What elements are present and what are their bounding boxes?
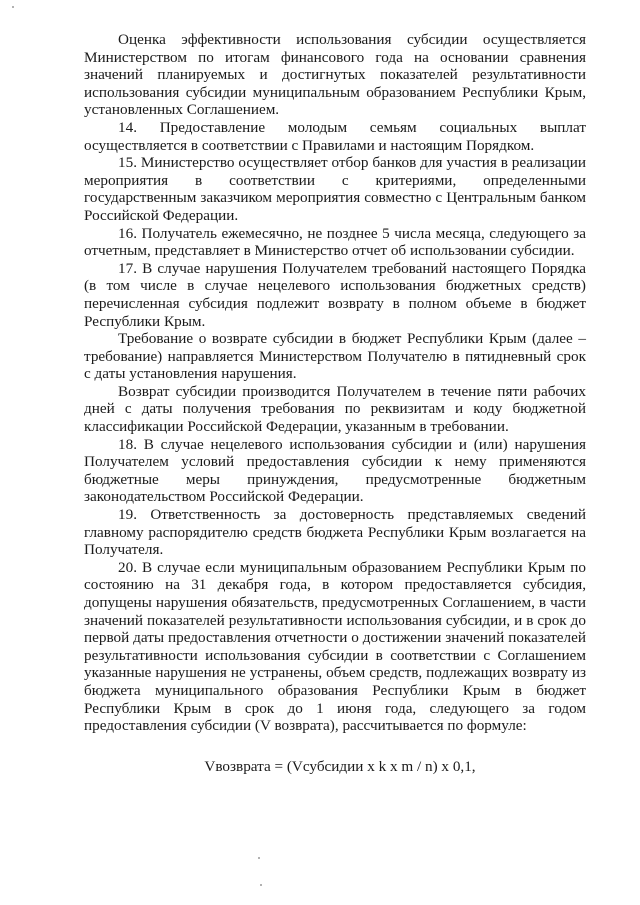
scan-speck: [258, 857, 260, 859]
scan-speck: [12, 6, 14, 8]
document-page: [84, 31, 586, 775]
paragraph-17: 17. В случае нарушения Получателем требований настоящего Порядка (в том числе в случае нецелевого использования бюджетных средств) перечисленная субсидия подлежит возврату в полном объеме в бюджет Республики Крым.: [84, 259, 586, 330]
refund-formula: Vвозврата = (Vсубсидии x k x m / n) x 0,1,: [204, 757, 476, 775]
scan-speck: [260, 884, 262, 886]
paragraph-16: 16. Получатель ежемесячно, не позднее 5 числа месяца, следующего за отчетным, представляет в Министерство отчет об использовании субсидии.: [84, 224, 586, 260]
paragraph-refund-procedure: Возврат субсидии производится Получателем в течение пяти рабочих дней с даты получения требования по реквизитам и коду бюджетной классификации Российской Федерации, указанным в требовании.: [84, 382, 586, 436]
paragraph-15: 15. Министерство осуществляет отбор банков для участия в реализации мероприятия в соответствии с критериями, определенными государственным заказчиком мероприятия совместно с Центральным банком Российской Федерации.: [84, 154, 586, 224]
paragraph-14: 14. Предоставление молодым семьям социальных выплат осуществляется в соответствии с Правилами и настоящим Порядком.: [84, 118, 586, 154]
paragraph-18: 18. В случае нецелевого использования субсидии и (или) нарушения Получателем условий предоставления субсидии к нему применяются бюджетные меры принуждения, предусмотренные бюджетным законодательством Российской Федерации.: [84, 435, 586, 506]
paragraph-refund-demand: Требование о возврате субсидии в бюджет Республики Крым (далее – требование) направляется Министерством Получателю в пятидневный срок с даты установления нарушения.: [84, 330, 586, 383]
paragraph-19: 19. Ответственность за достоверность представляемых сведений главному распорядителю средств бюджета Республики Крым возлагается на Получателя.: [84, 506, 586, 559]
paragraph-evaluation: Оценка эффективности использования субсидии осуществляется Министерством по итогам финансового года на основании сравнения значений планируемых и достигнутых показателей результативности использования субсидии муниципальным образованием Республики Крым, установленных Соглашением.: [84, 31, 586, 119]
paragraph-20: 20. В случае если муниципальным образованием Республики Крым по состоянию на 31 декабря года, в котором предоставляется субсидия, допущены нарушения обязательств, предусмотренных Соглашением, в части значений показателей результативности использования субсидии, и в срок до первой даты предоставления отчетности о достижении значений показателей результативности использования субсидии в соответствии с Соглашением указанные нарушения не устранены, объем средств, подлежащих возврату из бюджета муниципального образования Республики Крым в бюджет Республики Крым в срок до 1 июня года, следующего за годом предоставления субсидии (V возврата), рассчитывается по формуле:: [84, 558, 586, 735]
